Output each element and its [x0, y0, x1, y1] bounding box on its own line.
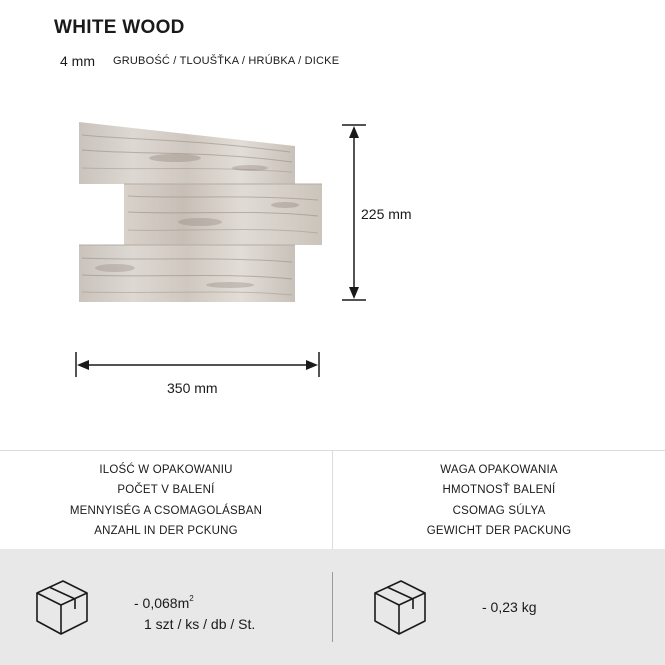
- quantity-label-de: ANZAHL IN DER PCKUNG: [94, 525, 238, 537]
- plank-top: [79, 122, 295, 184]
- package-info-section: [0, 450, 665, 550]
- thickness-value: 4 mm: [60, 53, 95, 69]
- plank-bottom: [79, 245, 295, 302]
- weight-label-hu: CSOMAG SÚLYA: [452, 504, 546, 517]
- box-icon: [371, 577, 429, 637]
- quantity-labels: [0, 451, 332, 550]
- box-icon: [33, 577, 91, 637]
- weight-label-pl: WAGA OPAKOWANIA: [440, 463, 558, 476]
- quantity-label-pl: ILOŚĆ W OPAKOWANIU: [99, 463, 233, 476]
- quantity-label-hu: MENNYISÉG A CSOMAGOLÁSBAN: [69, 504, 263, 517]
- weight-labels: [333, 451, 665, 550]
- width-double-arrow-icon: [76, 352, 319, 377]
- package-values-band: [0, 549, 665, 665]
- weight-label-cz: HMOTNOSŤ BALENÍ: [442, 484, 556, 496]
- values-divider: [332, 572, 333, 642]
- quantity-value: [134, 594, 255, 633]
- height-label: 225 mm: [361, 206, 412, 222]
- weight-value: - 0,23 kg: [482, 599, 537, 615]
- product-title: WHITE WOOD: [54, 17, 185, 38]
- quantity-label-cz: POČET V BALENÍ: [117, 484, 215, 496]
- thickness-label: GRUBOŚĆ / TLOUŠŤKA / HRÚBKA / DICKE: [113, 55, 340, 67]
- width-label: 350 mm: [167, 380, 218, 396]
- plank-middle: [124, 184, 322, 245]
- weight-label-de: GEWICHT DER PACKUNG: [426, 525, 572, 537]
- unit-text: 1 szt / ks / db / St.: [144, 616, 256, 632]
- area-superscript: 2: [189, 594, 194, 603]
- area-value: - 0,068m: [134, 595, 190, 611]
